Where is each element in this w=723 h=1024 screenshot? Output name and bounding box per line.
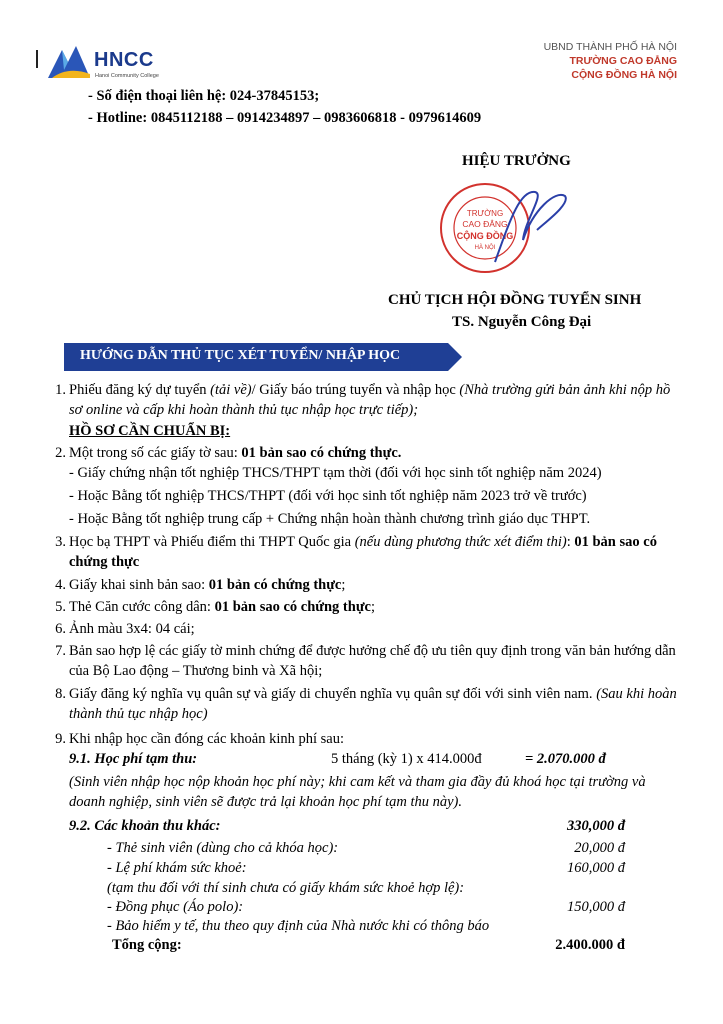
fee-item-label: - Thẻ sinh viên (dùng cho cả khóa học):: [107, 840, 339, 856]
official-seal-icon: [425, 180, 575, 280]
item-text: Một trong số các giấy tờ sau:: [69, 445, 242, 461]
fee-item-amount: 160,000 đ: [567, 860, 625, 876]
signature-title: CHỦ TỊCH HỘI ĐỒNG TUYỂN SINH: [388, 292, 642, 308]
sub-item: - Hoặc Bằng tốt nghiệp THCS/THPT (đối với học sinh tốt nghiệp năm 2023 trở về trước): [69, 488, 587, 504]
tuition-note: (Sinh viên nhập học nộp khoản học phí này; khi cam kết và tham gia đầy đủ khoá học tại trường và doanh nghiệp, sinh viên sẽ được trả lại khoản học phí tạm thu này).: [69, 774, 646, 810]
other-fees-label: 9.2. Các khoản thu khác:: [69, 818, 221, 834]
grand-total-amount: 2.400.000 đ: [555, 937, 625, 953]
logo-text: HNCC: [94, 49, 154, 71]
item-emphasis: 01 bản sao có chứng thực: [69, 534, 657, 570]
item-note: (nếu dùng phương thức xét điểm thi): [354, 534, 567, 550]
item-number: 4.: [55, 577, 66, 593]
tuition-calculation: 5 tháng (kỳ 1) x 414.000đ: [331, 751, 482, 767]
item-text: Giấy đăng ký nghĩa vụ quân sự và giấy di chuyển nghĩa vụ quân sự đối với sinh viên nam.: [69, 686, 597, 702]
item-text: ;: [370, 599, 375, 615]
item-note: (Sau khi hoàn thành thủ tục nhập học): [69, 686, 677, 722]
seal-line-4: HÀ NỘI: [474, 245, 496, 251]
signature-role: HIỆU TRƯỞNG: [462, 153, 571, 169]
item-text: Học bạ THPT và Phiếu điểm thi THPT Quốc gia: [69, 534, 355, 550]
fee-item-label: - Bảo hiểm y tế, thu theo quy định của Nhà nước khi có thông báo: [107, 918, 490, 934]
item-number: 6.: [55, 621, 66, 637]
other-fees-total: 330,000 đ: [567, 818, 625, 834]
item-emphasis: 01 bản sao có chứng thực.: [241, 445, 402, 461]
item-number: 1.: [55, 382, 66, 398]
item-emphasis: 01 bản có chứng thực: [208, 577, 342, 593]
item-text: :: [566, 534, 575, 550]
fee-item-amount: 20,000 đ: [574, 840, 625, 856]
section-banner-title: HƯỚNG DẪN THỦ TỤC XÉT TUYỂN/ NHẬP HỌC: [80, 348, 401, 363]
header-school-line2: CỘNG ĐỒNG HÀ NỘI: [571, 69, 677, 81]
tuition-total: = 2.070.000 đ: [525, 751, 606, 767]
contact-phone: - Số điện thoại liên hệ: 024-37845153;: [88, 88, 320, 104]
item-number: 2.: [55, 445, 66, 461]
item-number: 3.: [55, 534, 66, 550]
fee-item-note: (tạm thu đối với thí sinh chưa có giấy khám sức khoẻ hợp lệ):: [107, 880, 465, 896]
item-text: ;: [341, 577, 346, 593]
item-number: 9.: [55, 731, 66, 747]
signature-name: TS. Nguyễn Công Đại: [452, 314, 592, 330]
item-text: Khi nhập học cần đóng các khoản kinh phí sau:: [69, 731, 345, 747]
item-text: Giấy khai sinh bản sao:: [69, 577, 209, 593]
item-text: Phiếu đăng ký dự tuyển: [69, 382, 211, 398]
item-number: 5.: [55, 599, 66, 615]
contact-hotline: - Hotline: 0845112188 – 0914234897 – 0983606818 - 0979614609: [88, 110, 482, 126]
seal-line-1: TRƯỜNG: [466, 209, 504, 218]
logo-subtitle: Hanoi Community College: [95, 73, 159, 79]
sub-item: - Hoặc Bằng tốt nghiệp trung cấp + Chứng nhận hoàn thành chương trình giáo dục THPT.: [69, 511, 591, 527]
item-note: (Nhà trường gửi bản ảnh khi nộp hồ sơ online và cấp khi hoàn thành thủ tục nhập học trực tiếp);: [69, 382, 671, 418]
header-authority: UBND THÀNH PHỐ HÀ NỘI: [543, 41, 677, 53]
grand-total-label: Tổng cộng:: [112, 937, 182, 953]
item-text: / Giấy báo trúng tuyển và nhập học: [251, 382, 460, 398]
fee-item-label: - Lệ phí khám sức khoẻ:: [107, 860, 247, 876]
fee-item-label: - Đồng phục (Áo polo):: [107, 899, 244, 915]
seal-line-2: CAO ĐẲNG: [462, 219, 508, 229]
item-text: Thẻ Căn cước công dân:: [69, 599, 215, 615]
item-text: Ảnh màu 3x4: 04 cái;: [69, 621, 195, 637]
tuition-label: 9.1. Học phí tạm thu:: [69, 751, 198, 767]
fee-item-amount: 150,000 đ: [567, 899, 625, 915]
hncc-logo-icon: [46, 44, 92, 80]
header-school-line1: TRƯỜNG CAO ĐẲNG: [569, 55, 677, 67]
sub-item: - Giấy chứng nhận tốt nghiệp THCS/THPT tạm thời (đối với học sinh tốt nghiệp năm 2024): [69, 465, 602, 481]
margin-mark: [36, 50, 38, 68]
item-number: 7.: [55, 643, 66, 659]
seal-line-3: CỘNG ĐỒNG: [456, 231, 514, 241]
item-emphasis: 01 bản sao có chứng thực: [214, 599, 371, 615]
download-link[interactable]: (tải về): [210, 382, 252, 398]
dossier-heading: HỒ SƠ CẦN CHUẨN BỊ:: [69, 423, 231, 439]
item-text: Bản sao hợp lệ các giấy tờ minh chứng để được hưởng chế độ ưu tiên quy định trong văn bản hướng dẫn của Bộ Lao động – Thương binh và Xã hội;: [69, 643, 676, 679]
item-number: 8.: [55, 686, 66, 702]
